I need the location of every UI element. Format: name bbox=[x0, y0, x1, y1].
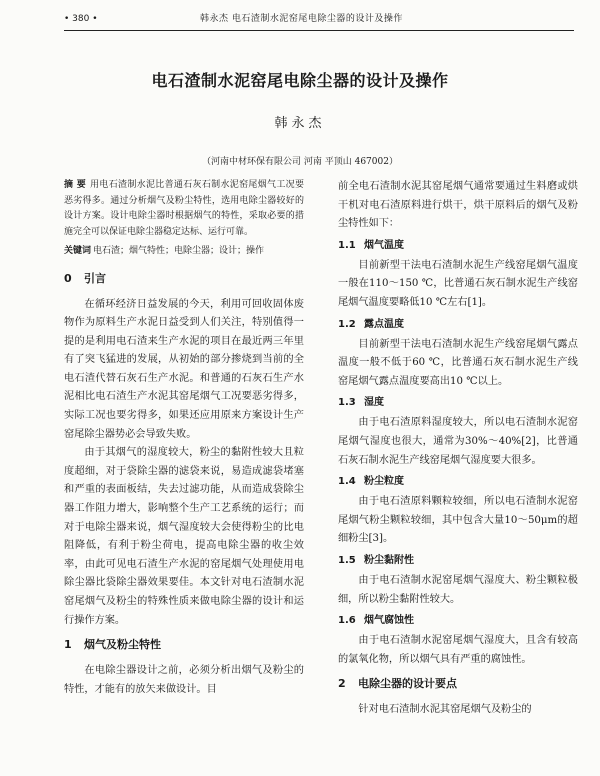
paragraph: 目前新型干法电石渣制水泥生产线窑尾烟气温度一般在110～150 ℃，比普通石灰石制水泥生产线窑尾烟气温度要略低10 ℃左右[1]。 bbox=[338, 259, 578, 308]
subsection-heading-1-4 bbox=[338, 473, 578, 491]
subsection-number: 1.4 bbox=[338, 476, 356, 488]
subsection-title: 粉尘黏附性 bbox=[364, 554, 414, 566]
subsection-title: 粉尘粒度 bbox=[364, 476, 404, 488]
paragraph: 由于电石渣原料湿度较大，所以电石渣制水泥窑尾烟气湿度也很大，通常为30%～40%[2]，比普通石灰石制水泥生产线窑尾烟气湿度要大很多。 bbox=[338, 417, 578, 466]
subsection-number: 1.3 bbox=[338, 397, 356, 409]
abstract bbox=[64, 178, 304, 240]
paragraph: 针对电石渣制水泥其窑尾烟气及粉尘的 bbox=[358, 704, 532, 716]
paragraph: 由于其烟气的湿度较大，粉尘的黏附性较大且粒度超细，对于袋除尘器的滤袋来说，易造成滤袋堵塞和严重的表面板结，失去过滤功能，从而造成袋除尘器工作阻力增大，影响整个生产工艺系统的运行；而对于电除尘器来说，烟气湿度较大会使得粉尘的比电阻降低，有利于粉尘荷电，提高电除尘器的收尘效率，由此可见电石渣生产水泥的窑尾烟气处理使用电除尘器比袋除尘器效果要佳。本文针对电石渣制水泥窑尾烟气及粉尘的特殊性质来做电除尘器的设计和运行操作方案。 bbox=[64, 447, 304, 626]
section-heading-0 bbox=[64, 270, 304, 288]
paragraph: 由于电石渣制水泥窑尾烟气湿度大、粉尘颗粒极细，所以粉尘黏附性较大。 bbox=[338, 574, 578, 605]
subsection-heading-1-3 bbox=[338, 394, 578, 412]
abstract-label: 摘 要 bbox=[64, 180, 87, 190]
subsection-heading-1-6 bbox=[338, 612, 578, 630]
section-number: 1 bbox=[64, 638, 72, 652]
subsection-title: 烟气腐蚀性 bbox=[364, 615, 414, 627]
paragraph: 前全电石渣制水泥其窑尾烟气通常要通过生料磨或烘干机对电石渣原料进行烘干，烘干原料后的烟气及粉尘特性如下： bbox=[338, 181, 578, 230]
header-rule bbox=[64, 30, 574, 31]
running-title: 韩永杰 电石渣制水泥窑尾电除尘器的设计及操作 bbox=[200, 14, 403, 24]
abstract-text: 用电石渣制水泥比普通石灰石制水泥窑尾烟气工况要恶劣得多。通过分析烟气及粉尘特性，选用电除尘器较好的设计方案。设计电除尘器时根据烟气的特性，采取必要的措施完全可以保证电除尘器稳定达标、运行可靠。 bbox=[64, 180, 304, 237]
section-number: 0 bbox=[64, 271, 72, 285]
paragraph: 在循环经济日益发展的今天，利用可回收固体废物作为原料生产水泥日益受到人们关注，特别值得一提的是利用电石渣来生产水泥的项目在最近两三年里有了突飞猛进的发展，从初始的部分掺烧到当前的全电石渣代替石灰石生产水泥。和普通的石灰石生产水泥相比电石渣生产水泥其窑尾烟气工况要恶劣得多，实际工况也要劣得多，如果还应用原来方案设计生产窑尾除尘器势必会导致失败。 bbox=[64, 298, 304, 440]
subsection-number: 1.5 bbox=[338, 554, 356, 566]
subsection-number: 1.6 bbox=[338, 615, 356, 627]
paragraph: 由于电石渣制水泥窑尾烟气湿度大，且含有较高的氯氧化物，所以烟气具有严重的腐蚀性。 bbox=[338, 635, 578, 665]
author-affiliation: （河南中材环保有限公司 河南 平顶山 467002） bbox=[202, 157, 398, 167]
subsection-heading-1-1 bbox=[338, 237, 578, 255]
page-number: • 380 • bbox=[64, 14, 98, 24]
section-title: 引言 bbox=[84, 271, 106, 285]
subsection-heading-1-5 bbox=[338, 552, 578, 570]
left-column bbox=[64, 178, 304, 699]
running-header bbox=[64, 12, 574, 26]
paragraph: 在电除尘器设计之前，必须分析出烟气及粉尘的特性，才能有的放矢来做设计。目 bbox=[64, 665, 304, 695]
subsection-title: 湿度 bbox=[364, 397, 384, 409]
author-name: 韩永杰 bbox=[274, 116, 326, 131]
keywords bbox=[64, 244, 304, 260]
article-title: 电石渣制水泥窑尾电除尘器的设计及操作 bbox=[151, 71, 449, 90]
subsection-title: 露点温度 bbox=[364, 318, 404, 330]
section-heading-2 bbox=[338, 675, 578, 693]
section-heading-1 bbox=[64, 636, 304, 654]
right-column bbox=[338, 178, 578, 720]
subsection-heading-1-2 bbox=[338, 316, 578, 334]
paragraph: 由于电石渣原料颗粒较细，所以电石渣制水泥窑尾烟气粉尘颗粒较细，其中包含大量10～50μm的超细粉尘[3]。 bbox=[338, 496, 578, 545]
section-title: 烟气及粉尘特性 bbox=[84, 638, 161, 652]
section-number: 2 bbox=[338, 677, 346, 691]
subsection-number: 1.1 bbox=[338, 239, 356, 251]
keywords-label: 关键词 bbox=[64, 246, 92, 256]
subsection-title: 烟气温度 bbox=[364, 239, 404, 251]
subsection-number: 1.2 bbox=[338, 318, 356, 330]
section-title: 电除尘器的设计要点 bbox=[358, 677, 457, 691]
paragraph: 目前新型干法电石渣制水泥生产线窑尾烟气露点温度一般不低于60 ℃，比普通石灰石制水泥生产线窑尾烟气露点温度要高出10 ℃以上。 bbox=[338, 338, 578, 387]
keywords-text: 电石渣；烟气特性；电除尘器；设计；操作 bbox=[93, 246, 265, 256]
